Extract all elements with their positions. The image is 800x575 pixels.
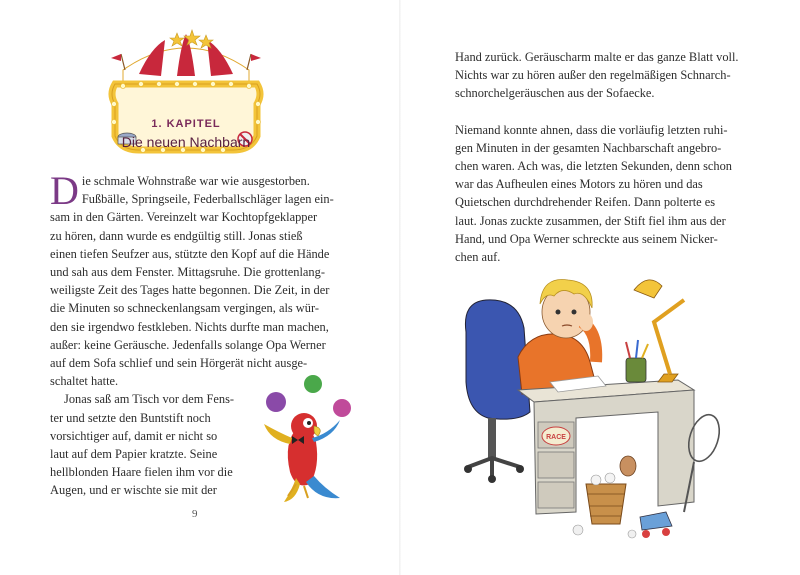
paragraph-1 [50,168,350,390]
drop-cap: D [50,168,79,213]
page-number: 9 [192,508,198,520]
text-line: sam in den Gärten. Vereinzelt war Kochtopfgeklapper [50,210,318,225]
chapter-badge [103,24,269,164]
text-line: schnorchelgeräuschen aus der Sofaecke. [455,86,655,101]
desk-sticker-label: RACE [546,434,566,441]
text-line: den sie irgendwo festkleben. Nichts durfte man machen, [50,319,329,334]
chapter-number: 1. KAPITEL [151,118,221,130]
text-line: chen waren. Ach was, die letzten Sekunden, denn schon [455,159,732,174]
text-line: Augen, und er wischte sie mit der [50,483,217,498]
text-line: Hand, und Opa Werner schreckte aus seinem Nicker- [455,231,718,246]
text-line: vorsichtiger auf, damit er nicht so [50,428,218,443]
text-line: außer: keine Geräusche. Jedenfalls solange Opa Werner [50,337,326,352]
paragraph-4 [455,121,755,267]
text-line: weiligste Zeit des Tages hatte begonnen. Die Zeit, in der [50,283,330,298]
text-line: war das Aufheulen eines Motors zu hören und das [455,177,703,192]
text-line: Jonas saß am Tisch vor dem Fens- [64,392,235,407]
text-line: chen auf. [455,250,501,265]
text-line: Nichts war zu hören außer den regelmäßigen Schnarch- [455,68,731,83]
right-text-block [455,48,755,266]
text-line: die Minuten so schneckenlangsam vergingen, als wür- [50,301,319,316]
paragraph-3 [455,48,755,103]
text-line: auf dem Sofa schlief und sein Hörgerät nicht ausge- [50,356,308,371]
jonas-at-desk-icon [458,262,728,547]
text-line: Fußbälle, Springseile, Federballschläger lagen ein- [81,192,334,207]
text-line: ter und setzte den Buntstift noch [50,410,211,425]
text-line: Hand zurück. Geräuscharm malte er das ganze Blatt voll. [455,50,739,64]
text-line: hellblonden Haare fielen ihm vor die [50,465,233,480]
text-line: ie schmale Wohnstraße war wie ausgestorben. [81,174,310,188]
text-line: laut auf dem Papier kratzte. Seine [50,447,218,462]
text-line: laut. Jonas zuckte zusammen, der Stift fiel ihm aus der [455,213,726,228]
text-line: Quietschen durchdrehender Reifen. Dann polterte es [455,195,716,210]
chapter-title: Die neuen Nachbarn [121,134,251,150]
text-line: zu hören, dann wurde es endgültig still. Jonas stieß [50,228,303,243]
text-line: Niemand konnte ahnen, dass die vorläufig letzten ruhi- [455,122,728,137]
text-line: gen Minuten in der gesamten Nachbarschaft angebro- [455,140,722,155]
text-line: schaltet hatte. [50,374,119,389]
right-page [400,0,800,575]
juggling-parrot-icon [248,372,368,504]
text-line: einen tiefen Seufzer aus, stützte den Kopf auf die Hände [50,246,330,261]
text-line: und sah aus dem Fenster. Mittagsruhe. Die grottenlang- [50,265,325,280]
